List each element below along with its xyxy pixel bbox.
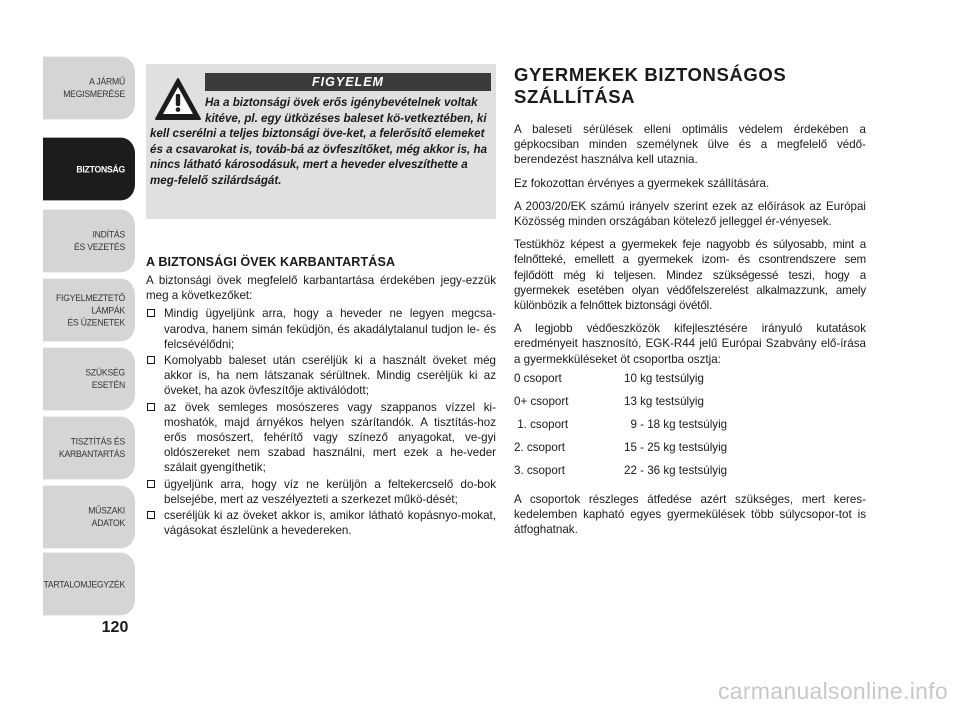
- checkbox-bullet-icon: [147, 356, 155, 364]
- paragraph: Testükhöz képest a gyermekek feje nagyobb és súlyosabb, mint a felnőtteké, emellett a gyermekek izom- és csontrendszere sem fejlődött még ki teljesen. Mindez szükségessé teszi, hogy a gyermekek esetében olyan védőfelszerelést alkalmazzunk, amely különbözik a felnőttek biztonsági övétől.: [514, 238, 866, 313]
- tab-label-line: ESETÉN: [91, 379, 125, 391]
- list-item: Komolyabb baleset után cseréljük ki a használt öveket még akkor is, ha nem látszanak sérültnek. Mindig cseréljük ki az öveket, ha azok övfeszítője aktiválódott;: [146, 353, 496, 399]
- maintenance-section: [146, 255, 496, 539]
- tab-muszaki-adatok[interactable]: [43, 486, 135, 549]
- list-item: Mindig ügyeljünk arra, hogy a heveder ne legyen megcsa-varodva, hanem simán feküdjön, és akadálytalanul tudjon le- és felcsévélődni;: [146, 306, 496, 352]
- table-row: 3. csoport 22 - 36 kg testsúlyig: [514, 463, 728, 477]
- tab-label-line: FIGYELMEZTETŐ: [55, 291, 125, 303]
- checkbox-bullet-icon: [147, 511, 155, 519]
- tab-label-line: KARBANTARTÁS: [58, 448, 125, 460]
- table-row: 2. csoport 15 - 25 kg testsúlyig: [514, 440, 728, 454]
- tab-szukseg-eseten[interactable]: [43, 348, 135, 411]
- tab-biztonsag[interactable]: [43, 138, 135, 201]
- tab-label-line: A JÁRMŰ: [89, 75, 125, 87]
- tab-label-line: BIZTONSÁG: [76, 162, 125, 175]
- paragraph: A baleseti sérülések elleni optimális védelem érdekében a gépkocsiban minden személynek ülve és a megfelelő védő-berendezést használva kell utaznia.: [514, 123, 866, 167]
- tab-inditas-es-vezetes[interactable]: [43, 210, 135, 273]
- paragraph: A 2003/20/EK számú irányelv szerint ezek az előírások az Európai Közösség minden országában kötelező jelleggel ér-vényesek.: [514, 199, 866, 229]
- tab-label-line: MŰSZAKI: [88, 504, 125, 516]
- maintenance-heading: A BIZTONSÁGI ÖVEK KARBANTARTÁSA: [146, 255, 396, 269]
- paragraph: A legjobb védőeszközök kifejlesztésére irányuló kutatások eredményeit hasznosító, EGK-R44 jelű Európai Szabvány elő-írása a gyermekküléseket öt csoportba osztja:: [514, 322, 866, 366]
- tab-tisztitas-es-karbantartas[interactable]: [43, 417, 135, 480]
- weight-group-table: [514, 371, 866, 486]
- tab-label-line: TARTALOMJEGYZÉK: [43, 577, 125, 590]
- tab-label-line: SZÜKSÉG: [85, 366, 125, 378]
- tab-label-line: TISZTÍTÁS ÉS: [70, 435, 125, 447]
- table-row: 0 csoport 10 kg testsúlyig: [514, 371, 704, 385]
- warning-heading: FIGYELEM: [205, 73, 491, 91]
- tab-label-line: ÉS ÜZENETEK: [67, 316, 125, 328]
- checkbox-bullet-icon: [147, 480, 155, 488]
- maintenance-intro: A biztonsági övek megfelelő karbantartása érdekében jegy-ezzük meg a következőket:: [146, 274, 496, 303]
- child-safety-section: [514, 64, 866, 545]
- warning-box: [146, 64, 496, 219]
- checkbox-bullet-icon: [147, 309, 155, 317]
- tab-a-jarmu-megismerese[interactable]: [43, 57, 135, 120]
- checkbox-bullet-icon: [147, 403, 155, 411]
- watermark: carmanualsonline.info: [717, 678, 948, 704]
- tab-tartalomjegyzek[interactable]: [43, 553, 135, 616]
- tab-label-line: LÁMPÁK: [91, 303, 125, 316]
- list-item: az övek semleges mosószeres vagy szappanos vízzel ki-moshatók, majd árnyékos helyen szárítandók. A tisztítás-hoz erős mosószert, fehérítő vagy színező anyagokat, ve-gyi oldószereket nem szabad használni, mert ezek a he-veder szálait gyengíthetik;: [146, 400, 496, 476]
- paragraph: A csoportok részleges átfedése azért szükséges, mert keres-kedelemben kapható egyes gyermekülések több súlycsopor-tot is átfoghatnak.: [514, 492, 866, 537]
- tab-label-line: ÉS VEZETÉS: [73, 241, 125, 253]
- table-row: 0+ csoport 13 kg testsúlyig: [514, 394, 704, 408]
- tab-label-line: ADATOK: [91, 517, 125, 529]
- paragraph: Ez fokozottan érvényes a gyermekek szállítására.: [514, 176, 770, 190]
- tab-label-line: INDÍTÁS: [92, 228, 125, 240]
- table-row: 1. csoport 9 - 18 kg testsúlyig: [514, 417, 728, 431]
- warning-text: [150, 95, 492, 189]
- warning-body: Ha a biztonsági övek erős igénybevételnek voltak kitéve, pl. egy ütközéses baleset kö-vetkeztében, ki kell cserélni a teljes biztonsági öve-ket, a felerősítő elemeket és a csavarokat is, továb-bá az övfeszítőket, még akkor is, ha nincs látható károsodásuk, mert a heveder elveszíthette a meg-felelő szilárdságát.: [150, 96, 488, 187]
- maintenance-list: [146, 306, 496, 538]
- page-number: 120: [101, 619, 129, 636]
- list-item: ügyeljünk arra, hogy víz ne kerüljön a feltekercselő do-bok belsejébe, mert az veszélyezteti a szerkezet műkö-dését;: [146, 477, 496, 507]
- list-item: cseréljük ki az öveket akkor is, amikor látható kopásnyo-mokat, vágásokat észlelünk a hevedereken.: [146, 508, 496, 538]
- tab-figyelmezteto-lampak[interactable]: [43, 279, 135, 342]
- tab-label-line: MEGISMERÉSE: [63, 88, 125, 100]
- child-safety-heading: GYERMEKEK BIZTONSÁGOS SZÁLLÍTÁSA: [514, 64, 787, 107]
